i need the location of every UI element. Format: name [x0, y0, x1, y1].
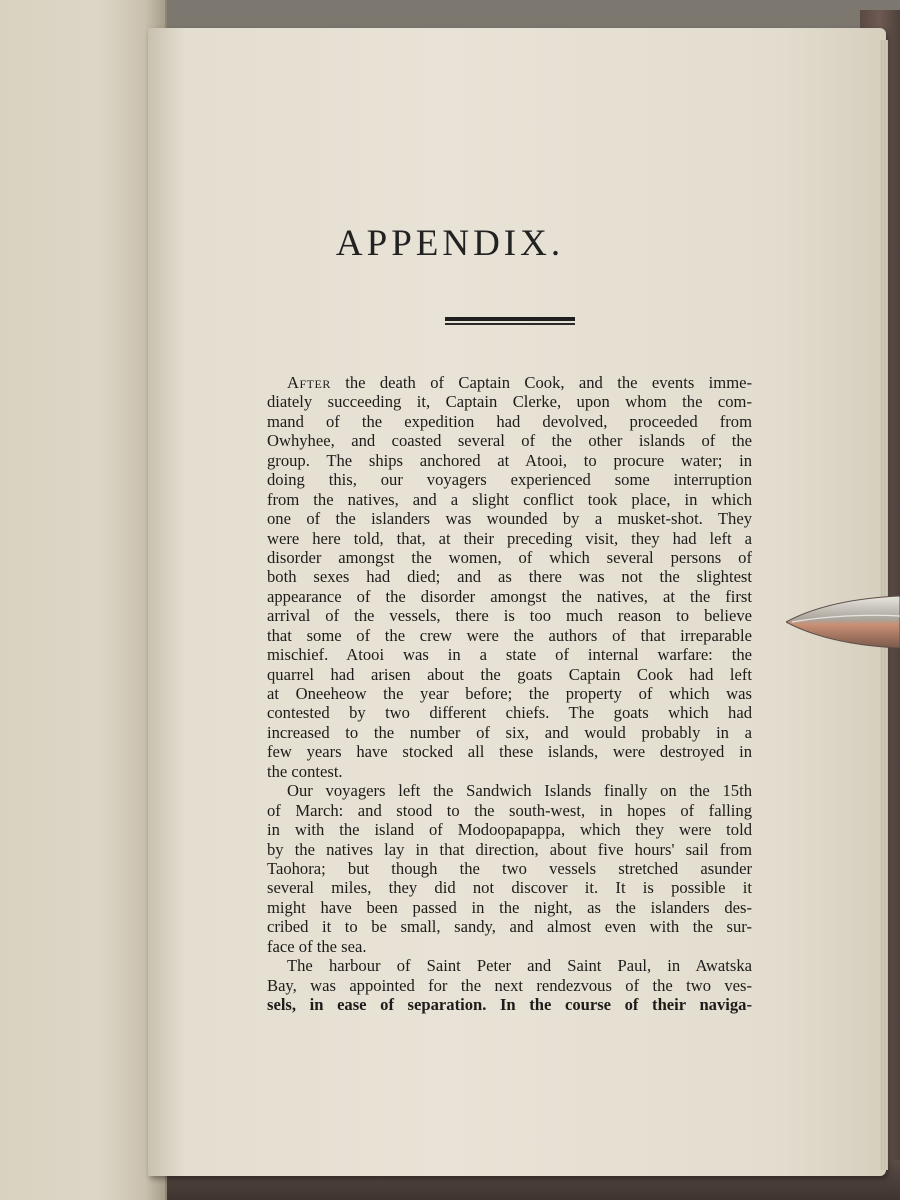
text-line: quarrel had arisen about the goats Captain Cook had left: [267, 664, 752, 684]
title-rule-thin: [445, 323, 575, 325]
text-line: Owhyhee, and coasted several of the other islands of the: [267, 431, 752, 451]
paragraph-3: [267, 956, 752, 1014]
text-line: mand of the expedition had devolved, proceeded from: [267, 411, 752, 431]
text-line: at Oneeheow the year before; the property of which was: [267, 684, 752, 703]
text-line-rest: the death of Captain Cook, and the events imme-: [330, 373, 752, 392]
text-line: disorder amongst the women, of which several persons of: [267, 547, 752, 567]
text-line: cribed it to be small, sandy, and almost even with the sur-: [267, 917, 752, 937]
text-line: appearance of the disorder amongst the natives, at the first: [267, 586, 752, 606]
text-line: from the natives, and a slight conflict took place, in which: [267, 489, 752, 509]
text-line: [287, 373, 752, 392]
text-line: by the natives lay in that direction, about five hours' sail from: [267, 839, 752, 859]
text-line: of March: and stood to the south-west, in hopes of falling: [267, 800, 752, 820]
page-title: APPENDIX.: [335, 223, 565, 264]
text-line: arrival of the vessels, there is too much reason to believe: [267, 606, 752, 626]
text-line: Bay, was appointed for the next rendezvous of the two ves-: [267, 975, 752, 995]
letter-opener-blade: [786, 592, 900, 652]
text-line: face of the sea.: [267, 936, 367, 956]
text-line: group. The ships anchored at Atooi, to procure water; in: [267, 450, 752, 470]
text-line: Taohora; but though the two vessels stretched asunder: [267, 858, 752, 878]
text-line: both sexes had died; and as there was not the slightest: [267, 567, 752, 587]
text-line: increased to the number of six, and would probably in a: [267, 722, 752, 742]
text-line: diately succeeding it, Captain Clerke, upon whom the com-: [267, 392, 752, 412]
text-line: might have been passed in the night, as the islanders des-: [267, 897, 752, 917]
paragraph-2: [267, 781, 752, 956]
text-line: The harbour of Saint Peter and Saint Paul, in Awatska: [287, 956, 752, 976]
text-line: one of the islanders was wounded by a musket-shot. They: [267, 509, 752, 529]
title-rule: [445, 317, 575, 326]
body-text: [267, 373, 752, 1014]
text-line: contested by two different chiefs. The goats which had: [267, 703, 752, 723]
paragraph-1: [267, 373, 752, 392]
left-page: [0, 0, 167, 1200]
text-line: Our voyagers left the Sandwich Islands finally on the 15th: [287, 781, 752, 801]
paragraph-1-body: [267, 392, 752, 781]
text-line: in with the island of Modoopapappa, which they were told: [267, 820, 752, 840]
text-line: doing this, our voyagers experienced some interruption: [267, 470, 752, 490]
text-line: sels, in ease of separation. In the course of their naviga-: [267, 995, 752, 1014]
text-line: few years have stocked all these islands, were destroyed in: [267, 742, 752, 762]
text-line: were here told, that, at their preceding visit, they had left a: [267, 528, 752, 548]
text-line: mischief. Atooi was in a state of internal warfare: the: [267, 645, 752, 665]
text-line: that some of the crew were the authors of that irreparable: [267, 625, 752, 645]
title-rule-thick: [445, 317, 575, 321]
lead-word: After: [287, 373, 331, 392]
text-line: several miles, they did not discover it. It is possible it: [267, 878, 752, 898]
text-line: the contest.: [267, 761, 343, 781]
